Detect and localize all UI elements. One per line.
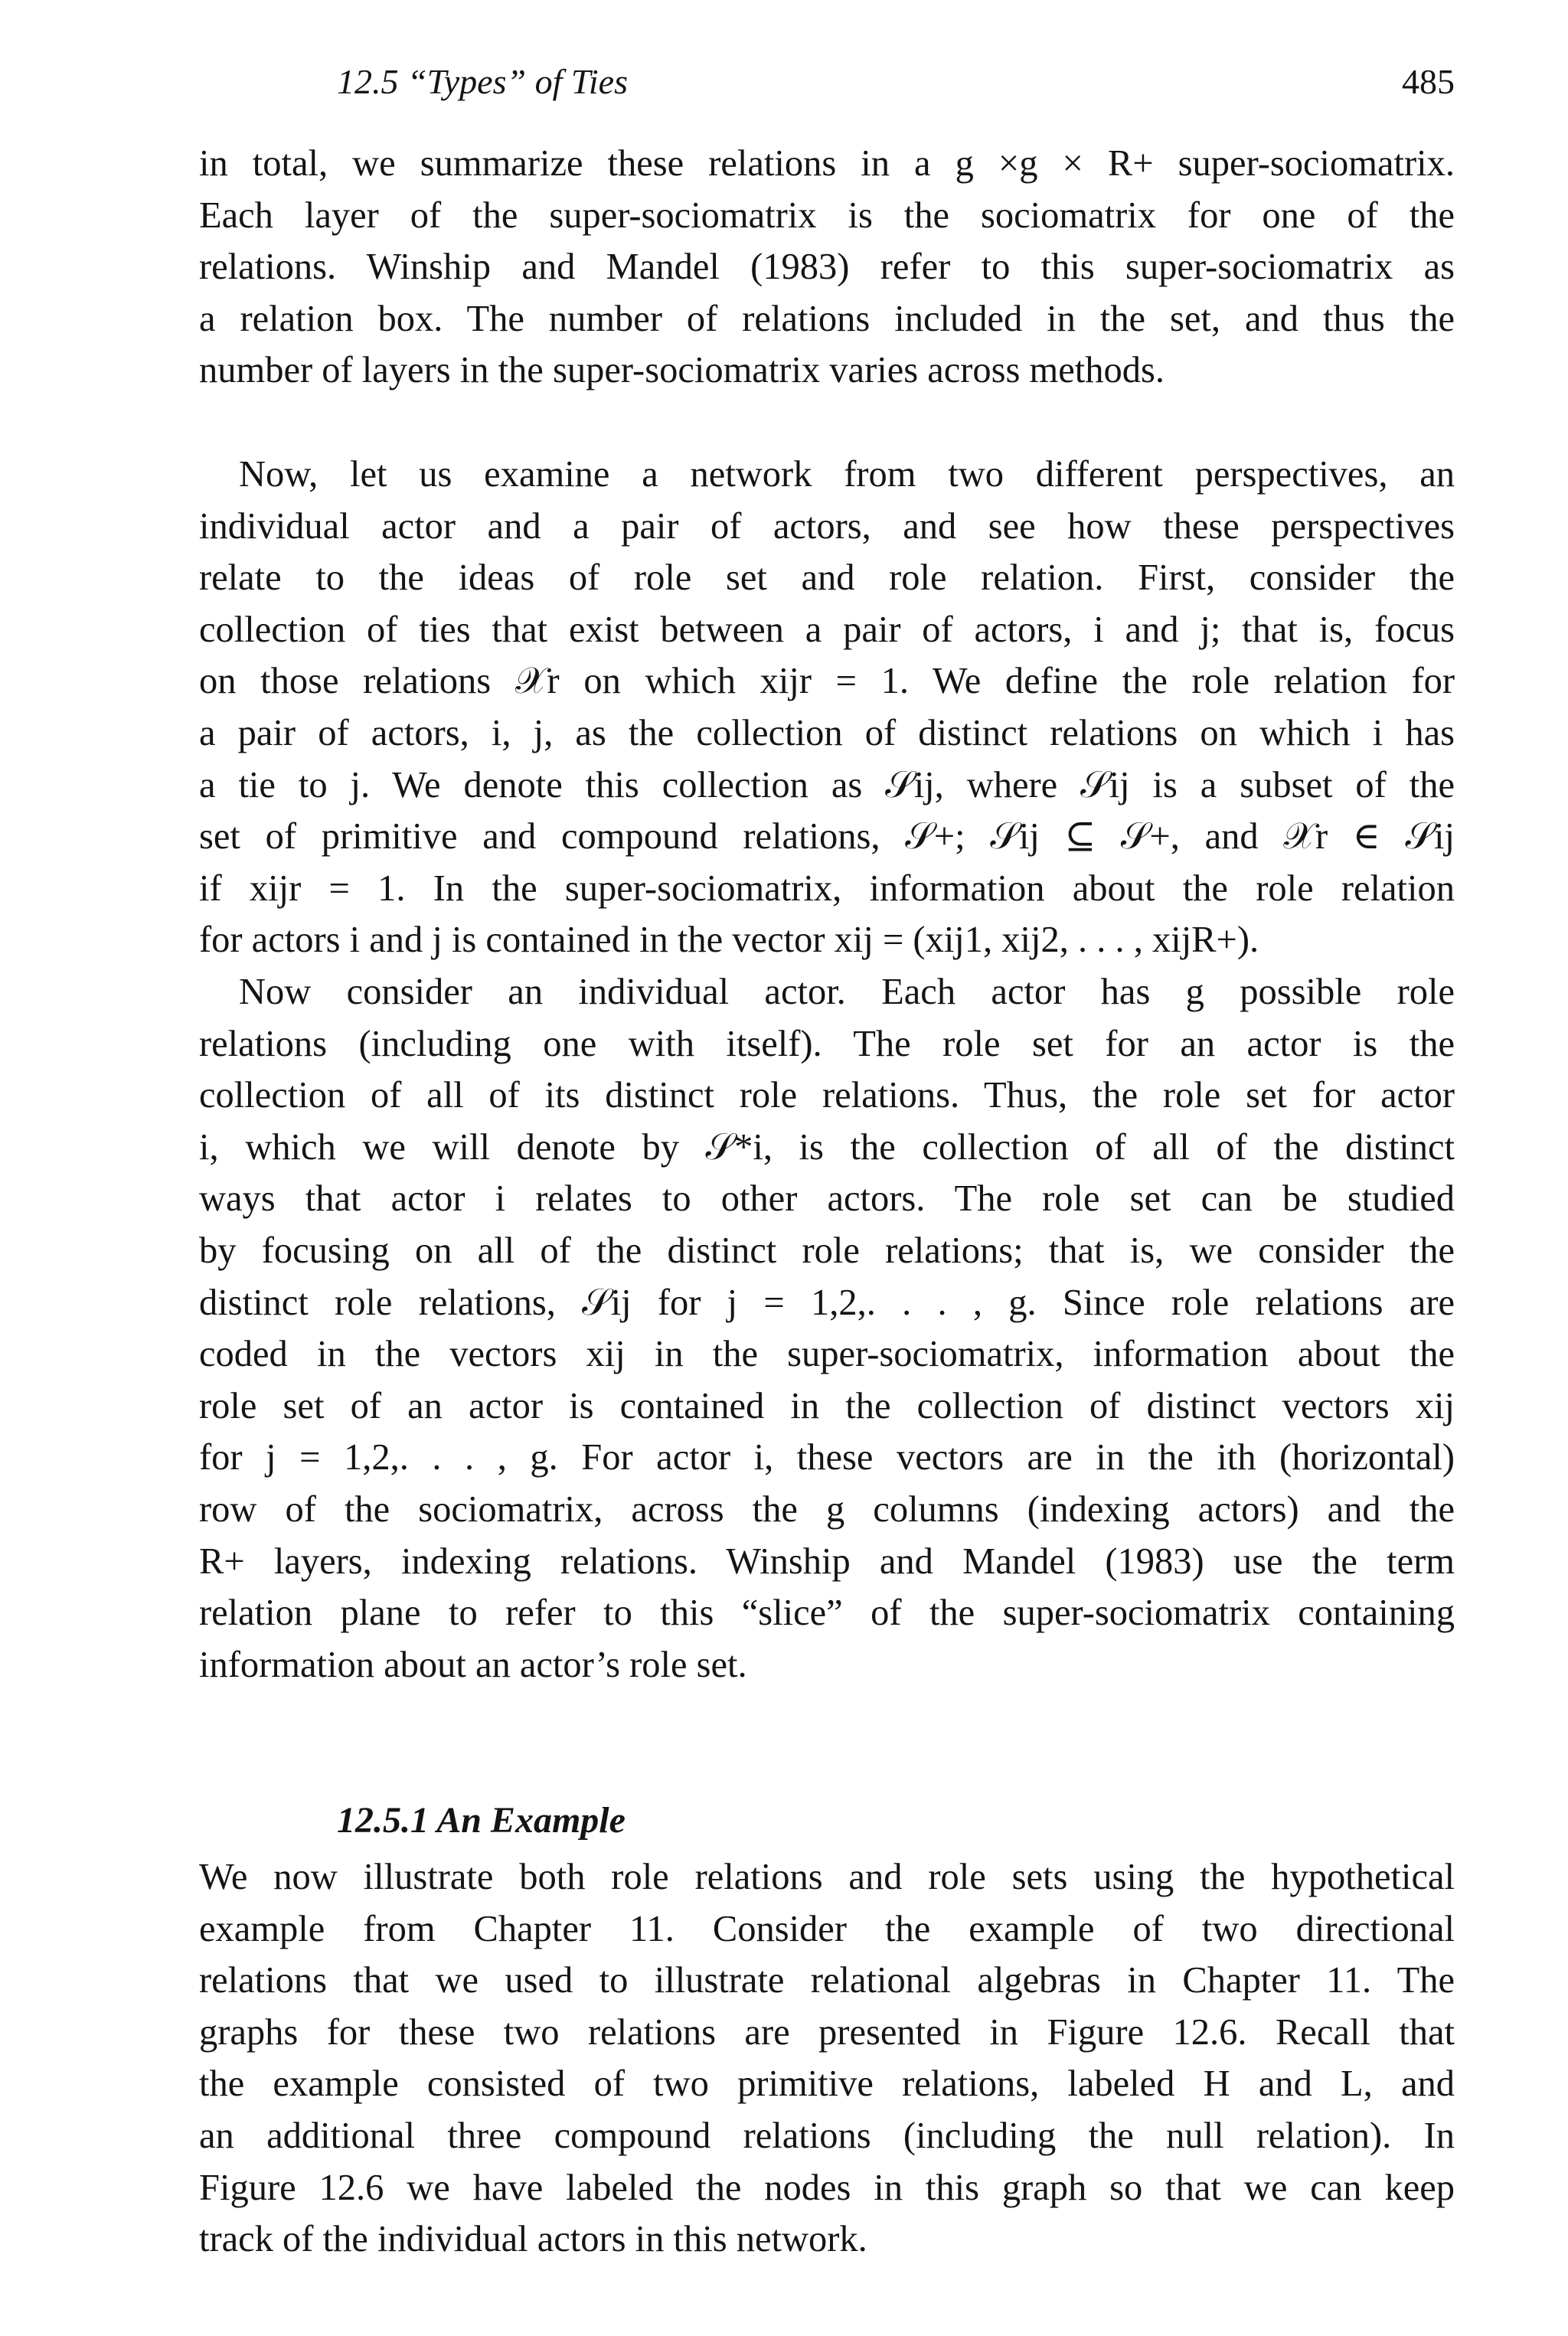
text-line: example from Chapter 11. Consider the example of two directional [199,1908,1455,1949]
text-line: if xijr = 1. In the super-sociomatrix, information about the role relation [199,867,1455,909]
text-line: a relation box. The number of relations included in the set, and thus the [199,298,1455,339]
text-line: in total, we summarize these relations in a g ×g × R+ super-sociomatrix. [199,143,1455,184]
paragraph-relation-box [199,138,1455,397]
text-line: distinct role relations, 𝒮ij for j = 1,2,. . . , g. Since role relations are [199,1282,1455,1323]
section-heading: 12.5.1 An Example [337,1800,626,1841]
text-line: relations (including one with itself). The role set for an actor is the [199,1023,1455,1064]
text-line: number of layers in the super-sociomatrix varies across methods. [199,350,1165,391]
running-head-title: 12.5 “Types” of Ties [337,62,628,101]
text-line: collection of ties that exist between a pair of actors, i and j; that is, focus [199,609,1455,650]
text-line: role set of an actor is contained in the collection of distinct vectors xij [199,1385,1455,1426]
text-line: for j = 1,2,. . . , g. For actor i, these vectors are in the ith (horizontal) [199,1437,1455,1478]
text-line: an additional three compound relations (including the null relation). In [199,2115,1455,2156]
running-head [199,61,1455,115]
text-line: the example consisted of two primitive relations, labeled H and L, and [199,2063,1455,2105]
text-line: a pair of actors, i, j, as the collection of distinct relations on which i has [199,712,1455,753]
text-line: Figure 12.6 we have labeled the nodes in this graph so that we can keep [199,2167,1455,2208]
text-line: by focusing on all of the distinct role relations; that is, we consider the [199,1230,1455,1271]
text-line: Now, let us examine a network from two different perspectives, an [239,454,1455,495]
page-number: 485 [1402,62,1455,101]
text-line: We now illustrate both role relations and role sets using the hypothetical [199,1857,1455,1897]
text-line: row of the sociomatrix, across the g columns (indexing actors) and the [199,1488,1455,1530]
text-line: set of primitive and compound relations, 𝒮+; 𝒮ij ⊆ 𝒮+, and 𝒳r ∈ 𝒮ij [199,816,1455,858]
text-line: a tie to j. We denote this collection as 𝒮ij, where 𝒮ij is a subset of the [199,764,1455,805]
text-line: ways that actor i relates to other actors. The role set can be studied [199,1178,1455,1220]
text-line: relations. Winship and Mandel (1983) refer to this super-sociomatrix as [199,247,1455,288]
text-line: information about an actor’s role set. [199,1644,747,1685]
text-line: relations that we used to illustrate relational algebras in Chapter 11. The [199,1960,1455,2001]
text-line: track of the individual actors in this network. [199,2219,867,2260]
text-line: coded in the vectors xij in the super-sociomatrix, information about the [199,1334,1455,1375]
text-line: i, which we will denote by 𝒮*i, is the collection of all of the distinct [199,1126,1455,1168]
text-line: on those relations 𝒳r on which xijr = 1. We define the role relation for [199,661,1455,702]
paragraph-role-relation [199,449,1455,966]
text-line: relation plane to refer to this “slice” of the super-sociomatrix containing [199,1593,1455,1634]
text-line: R+ layers, indexing relations. Winship and Mandel (1983) use the term [199,1540,1455,1582]
text-line: Each layer of the super-sociomatrix is the sociomatrix for one of the [199,194,1455,236]
text-line: Now consider an individual actor. Each actor has g possible role [239,972,1455,1012]
text-line: relate to the ideas of role set and role relation. First, consider the [199,557,1455,599]
text-line: collection of all of its distinct role relations. Thus, the role set for actor [199,1075,1455,1116]
paragraph-role-set [199,966,1455,1691]
text-line: for actors i and j is contained in the vector xij = (xij1, xij2, . . . , xijR+). [199,920,1259,961]
text-line: individual actor and a pair of actors, and see how these perspectives [199,505,1455,547]
paragraph-example [199,1851,1455,2266]
book-page [199,61,1455,2260]
text-line: graphs for these two relations are presented in Figure 12.6. Recall that [199,2011,1455,2053]
